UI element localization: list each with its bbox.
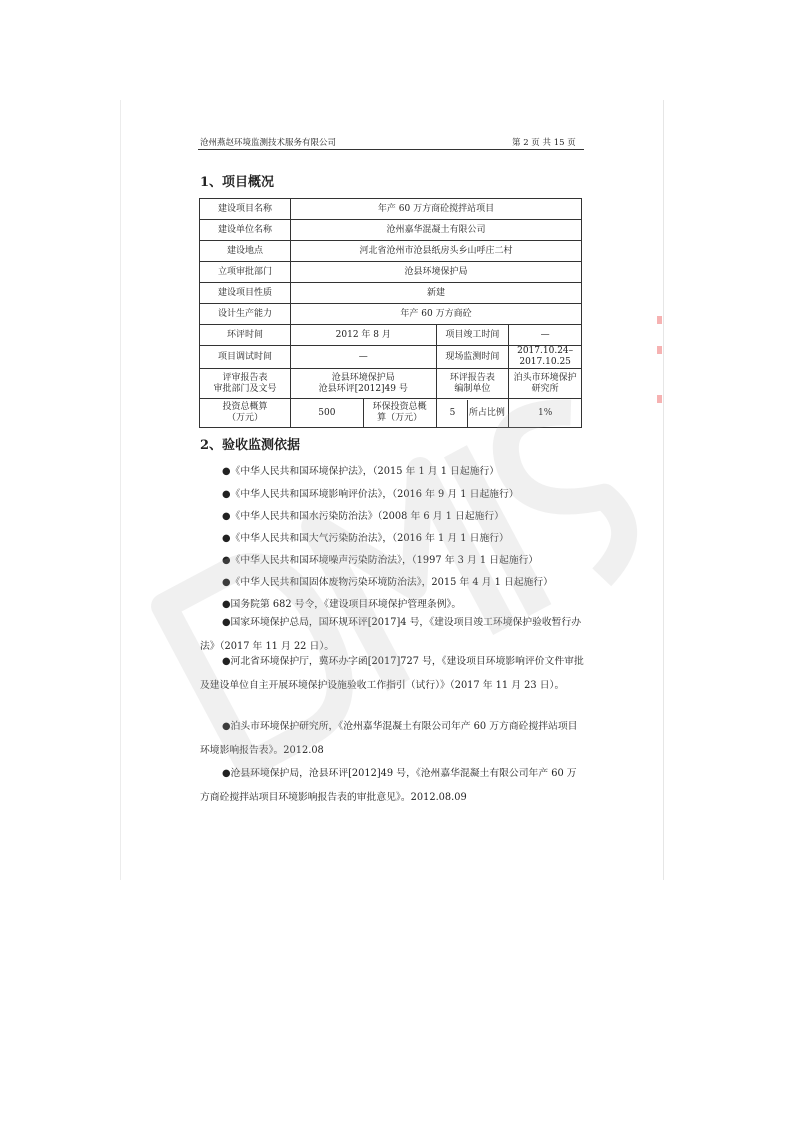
table-row xyxy=(200,369,582,399)
table-cell xyxy=(200,369,291,399)
section2-title: 2、验收监测依据 xyxy=(200,438,301,453)
table-cell xyxy=(363,399,436,428)
table-cell: 年产 60 万方商砼 xyxy=(291,304,582,325)
cell-line: 编制单位 xyxy=(454,383,491,394)
cell-line: （万元） xyxy=(226,413,263,423)
reference-item: ●《中华人民共和国大气污染防治法》，（2016 年 1 月 1 日施行） xyxy=(222,533,509,544)
table-row xyxy=(200,241,582,262)
table-row xyxy=(200,399,582,428)
reference-item: ●《中华人民共和国固体废物污染环境防治法》，2015 年 4 月 1 日起施行） xyxy=(222,577,553,588)
table-cell: 建设项目性质 xyxy=(200,283,291,304)
table-cell: 沧县环境保护局 xyxy=(291,262,582,283)
reference-paragraph: ●河北省环境保护厅，冀环办字函[2017]727 号，《建设项目环境影响评价文件审批及建设单位自主开展环境保护设施验收工作指引（试行）》（2017 年 11 月 23 日）。 xyxy=(200,656,584,691)
split-cell xyxy=(439,400,507,427)
table-row xyxy=(200,262,582,283)
header-rule xyxy=(198,149,584,150)
cell-line: 环评报告表 xyxy=(449,372,495,383)
cell-line: 算（万元） xyxy=(377,413,423,423)
table-cell: — xyxy=(509,325,582,346)
table-cell: 2017.10.24–2017.10.25 xyxy=(509,346,582,369)
cell-line: 沧县环评[2012]49 号 xyxy=(318,383,408,394)
edge-stamp-mark xyxy=(657,395,662,403)
table-cell: 项目竣工时间 xyxy=(436,325,509,346)
table-row xyxy=(200,199,582,220)
table-cell: 所占比例 xyxy=(468,407,505,418)
table-cell: 项目调试时间 xyxy=(200,346,291,369)
table-cell: 建设地点 xyxy=(200,241,291,262)
table-cell: 年产 60 万方商砼搅拌站项目 xyxy=(291,199,582,220)
reference-item: ●国务院第 682 号令，《建设项目环境保护管理条例》。 xyxy=(222,599,462,610)
table-cell: 环评时间 xyxy=(200,325,291,346)
reference-paragraph: ●沧县环境保护局，沧县环评[2012]49 号，《沧州嘉华混凝土有限公司年产 60 万方商砼搅拌站项目环境影响报告表的审批意见》。2012.08.09 xyxy=(200,768,577,803)
cell-line: 投资总概算 xyxy=(222,402,268,412)
header-page-number: 第 2 页 共 15 页 xyxy=(512,138,576,148)
table-row xyxy=(200,220,582,241)
table-cell: 设计生产能力 xyxy=(200,304,291,325)
table-cell: 泊头市环境保护研究所 xyxy=(509,369,582,399)
section1-title: 1、项目概况 xyxy=(200,175,275,190)
project-overview-table xyxy=(199,198,582,428)
edge-stamp-mark xyxy=(657,346,662,354)
header-company: 沧州燕赵环境监测技术服务有限公司 xyxy=(200,138,337,148)
table-cell xyxy=(200,399,291,428)
cell-line: 环保投资总概 xyxy=(372,402,427,412)
reference-item: ●《中华人民共和国环境保护法》，（2015 年 1 月 1 日起施行） xyxy=(222,466,500,477)
table-row xyxy=(200,346,582,369)
table-cell: 河北省沧州市沧县纸房头乡山呼庄二村 xyxy=(291,241,582,262)
table-row xyxy=(200,283,582,304)
table-cell: 建设项目名称 xyxy=(200,199,291,220)
table-cell: 2012 年 8 月 xyxy=(291,325,437,346)
reference-item: ●《中华人民共和国水污染防治法》（2008 年 6 月 1 日起施行） xyxy=(222,511,504,522)
table-cell: — xyxy=(291,346,437,369)
reference-paragraph: ●国家环境保护总局，国环规环评[2017]4 号，《建设项目竣工环境保护验收暂行办法》（2017 年 11 月 22 日）。 xyxy=(200,617,582,652)
reference-item: ●《中华人民共和国环境影响评价法》，（2016 年 9 月 1 日起施行） xyxy=(222,489,519,500)
cell-line: 评审报告表 xyxy=(222,372,268,383)
table-cell xyxy=(436,369,509,399)
reference-item: ●《中华人民共和国环境噪声污染防治法》，（1997 年 3 月 1 日起施行） xyxy=(222,555,539,566)
cell-line: 沧县环境保护局 xyxy=(331,372,395,383)
table-cell: 立项审批部门 xyxy=(200,262,291,283)
reference-paragraph: ●泊头市环境保护研究所，《沧州嘉华混凝土有限公司年产 60 万方商砼搅拌站项目环境影响报告表》。2012.08 xyxy=(200,721,578,756)
table-row xyxy=(200,304,582,325)
table-row xyxy=(200,325,582,346)
table-cell: 5 xyxy=(439,400,468,427)
table-cell: 1% xyxy=(509,399,582,428)
table-cell xyxy=(436,399,509,428)
cell-line: 审批部门及文号 xyxy=(213,383,277,394)
table-cell: 沧州嘉华混凝土有限公司 xyxy=(291,220,582,241)
table-cell: 建设单位名称 xyxy=(200,220,291,241)
table-cell: 现场监测时间 xyxy=(436,346,509,369)
edge-stamp-mark xyxy=(657,316,662,324)
table-cell: 新建 xyxy=(291,283,582,304)
table-cell xyxy=(291,369,437,399)
table-cell: 500 xyxy=(291,399,364,428)
